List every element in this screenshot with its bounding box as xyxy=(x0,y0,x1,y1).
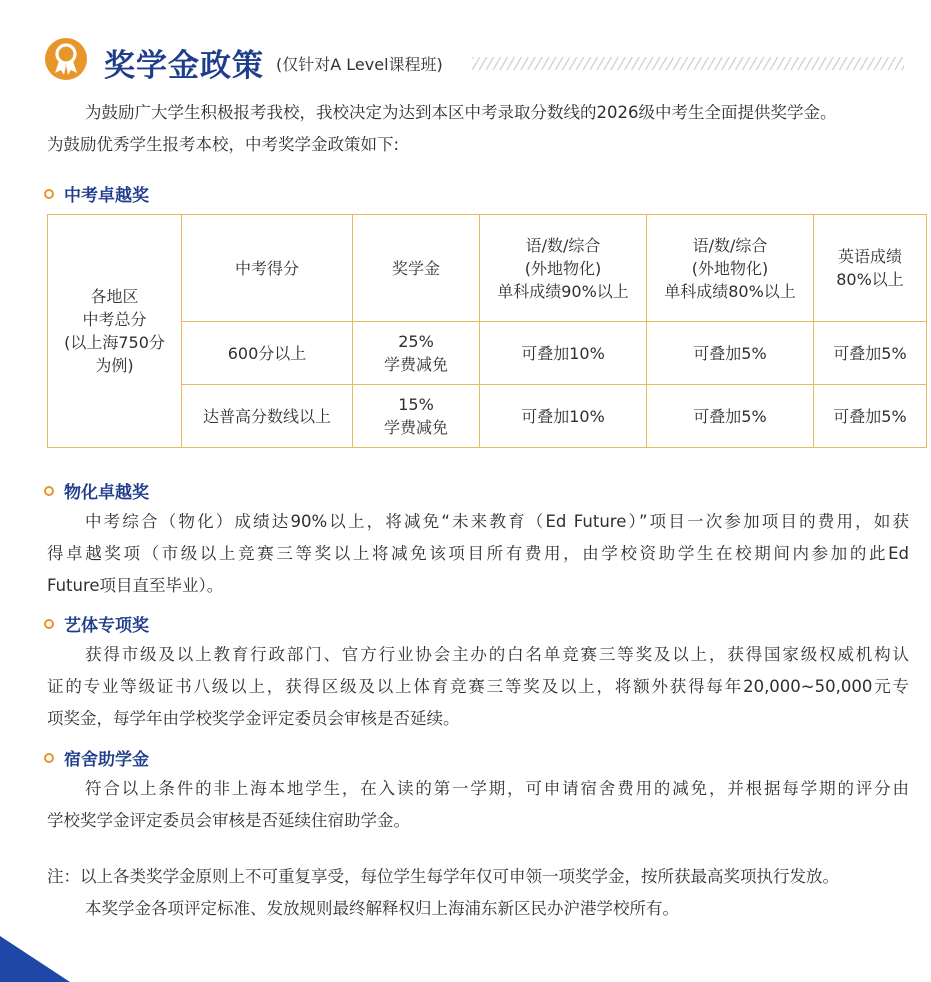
header-score: 中考得分 xyxy=(182,215,353,322)
page-header xyxy=(44,36,904,86)
yiti-line-1: 获得市级及以上教育行政部门、官方行业协会主办的白名单竞赛三等奖及以上，获得国家级权威机构认 xyxy=(85,645,909,664)
row-bonus-90: 可叠加10% xyxy=(480,322,647,385)
hatch-decoration xyxy=(472,57,904,70)
section-heading-zhongkao: 中考卓越奖 xyxy=(44,181,149,207)
row-bonus-80: 可叠加5% xyxy=(647,322,814,385)
section-heading-wuhua: 物化卓越奖 xyxy=(44,478,149,504)
page-subtitle: (仅针对A Level课程班) xyxy=(276,55,443,74)
intro-line-1: 为鼓励广大学生积极报考我校，我校决定为达到本区中考录取分数线的2026级中考生全面提供奖学金。 xyxy=(85,103,837,122)
note-line-1: 注：以上各类奖学金原则上不可重复享受，每位学生每学年仅可申领一项奖学金，按所获最高奖项执行发放。 xyxy=(47,867,839,886)
wuhua-line-2: 得卓越奖项（市级以上竞赛三等奖以上将减免该项目所有费用，由学校资助学生在校期间内参加的此Ed xyxy=(47,544,909,563)
header-award: 奖学金 xyxy=(353,215,480,322)
circle-bullet-icon xyxy=(44,486,54,496)
section-heading-sushe: 宿舍助学金 xyxy=(44,745,149,771)
note-line-2: 本奖学金各项评定标准、发放规则最终解释权归上海浦东新区民办沪港学校所有。 xyxy=(85,899,679,918)
row-bonus-80: 可叠加5% xyxy=(647,385,814,448)
section-heading-yiti: 艺体专项奖 xyxy=(44,611,149,637)
wuhua-line-1: 中考综合（物化）成绩达90%以上，将减免“未来教育（Ed Future）”项目一次参加项目的费用，如获 xyxy=(85,512,909,531)
circle-bullet-icon xyxy=(44,189,54,199)
corner-decoration xyxy=(0,928,70,982)
circle-bullet-icon xyxy=(44,753,54,763)
medal-icon xyxy=(44,38,88,84)
sushe-line-2: 学校奖学金评定委员会审核是否延续住宿助学金。 xyxy=(47,811,410,830)
row-score: 达普高分数线以上 xyxy=(182,385,353,448)
header-english: 英语成绩 80%以上 xyxy=(814,215,927,322)
row-bonus-english: 可叠加5% xyxy=(814,385,927,448)
header-single-90: 语/数/综合 (外地物化) 单科成绩90%以上 xyxy=(480,215,647,322)
circle-bullet-icon xyxy=(44,619,54,629)
yiti-line-3: 项奖金，每学年由学校奖学金评定委员会审核是否延续。 xyxy=(47,709,460,728)
intro-line-2: 为鼓励优秀学生报考本校，中考奖学金政策如下: xyxy=(47,135,400,154)
yiti-line-2: 证的专业等级证书八级以上，获得区级及以上体育竞赛三等奖及以上，将额外获得每年20,000~50,000元专 xyxy=(47,677,909,696)
table-header-row xyxy=(48,215,927,322)
sushe-line-1: 符合以上条件的非上海本地学生，在入读的第一学期，可申请宿舍费用的减免，并根据每学期的评分由 xyxy=(85,779,909,798)
row-award: 15% 学费减免 xyxy=(353,385,480,448)
scholarship-table xyxy=(47,214,927,448)
page-title: 奖学金政策 xyxy=(104,48,264,84)
row-score: 600分以上 xyxy=(182,322,353,385)
wuhua-line-3: Future项目直至毕业）。 xyxy=(47,576,224,595)
region-cell: 各地区 中考总分 (以上海750分 为例) xyxy=(48,215,182,448)
header-single-80: 语/数/综合 (外地物化) 单科成绩80%以上 xyxy=(647,215,814,322)
row-award: 25% 学费减免 xyxy=(353,322,480,385)
row-bonus-english: 可叠加5% xyxy=(814,322,927,385)
row-bonus-90: 可叠加10% xyxy=(480,385,647,448)
